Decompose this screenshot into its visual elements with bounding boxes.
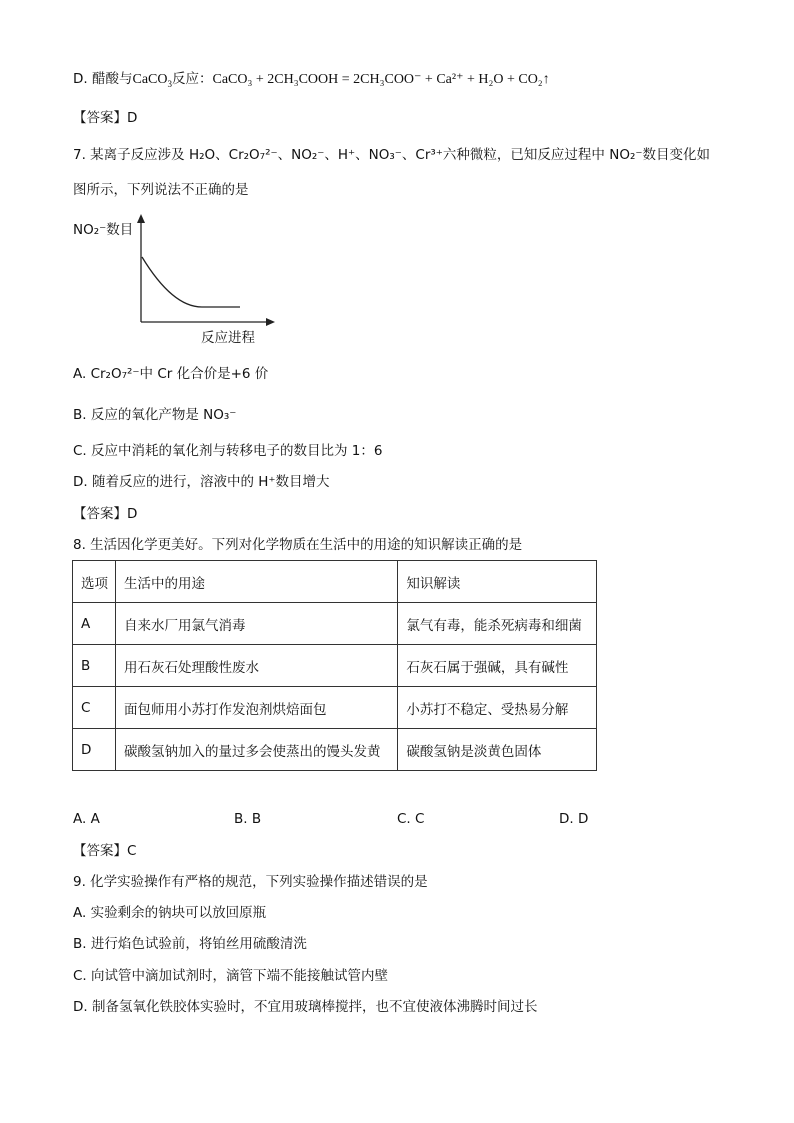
q7-answer: [73, 505, 137, 523]
answer-label: 【答案】: [73, 843, 127, 859]
q9-option-b: B. 进行焰色试验前，将铂丝用硫酸清洗: [73, 936, 307, 952]
table-row: [73, 603, 597, 645]
answer-label: 【答案】: [73, 506, 127, 522]
q7-graph-ylabel: NO₂⁻数目: [73, 222, 134, 238]
table-cell: 碳酸氢钠加入的量过多会使蒸出的馒头发黄: [115, 729, 397, 771]
q9-option-d: D. 制备氢氧化铁胶体实验时，不宜用玻璃棒搅拌，也不宜使液体沸腾时间过长: [73, 999, 538, 1015]
q9-stem: 9. 化学实验操作有严格的规范，下列实验操作描述错误的是: [73, 874, 428, 890]
table-cell: 碳酸氢钠是淡黄色固体: [398, 729, 597, 771]
q6-option-d-prefix: D. 醋酸与: [73, 71, 133, 87]
y-axis-arrow: [137, 214, 145, 223]
table-cell: 石灰石属于强碱，具有碱性: [398, 645, 597, 687]
q7-stem-line2: 图所示，下列说法不正确的是: [73, 182, 249, 198]
table-header-cell: 选项: [73, 561, 116, 603]
table-cell: 自来水厂用氯气消毒: [115, 603, 397, 645]
x-axis-arrow: [266, 318, 275, 326]
table-header-cell: 知识解读: [398, 561, 597, 603]
answer-label: 【答案】: [73, 110, 127, 126]
q6-option-d-caco3: CaCO$_3$: [132, 72, 172, 89]
q8-stem: 8. 生活因化学更美好。下列对化学物质在生活中的用途的知识解读正确的是: [73, 537, 523, 553]
curve: [142, 257, 240, 307]
q7-stem-line1: 7. 某离子反应涉及 H₂O、Cr₂O₇²⁻、NO₂⁻、H⁺、NO₃⁻、Cr³⁺六种微粒，已知反应过程中 NO₂⁻数目变化如: [73, 147, 710, 163]
q7-option-c: C. 反应中消耗的氧化剂与转移电子的数目比为 1：6: [73, 443, 383, 459]
q8-choice-a: A. A: [73, 811, 100, 827]
table-cell: D: [73, 729, 116, 771]
answer-value: D: [127, 110, 138, 126]
q7-graph-xlabel: 反应进程: [201, 330, 255, 346]
answer-value: D: [127, 506, 138, 522]
q7-graph-plot: [73, 212, 293, 347]
table-row: [73, 729, 597, 771]
table-cell: 氯气有毒，能杀死病毒和细菌: [398, 603, 597, 645]
q8-choice-b: B. B: [234, 811, 262, 827]
answer-value: C: [127, 843, 137, 859]
q6-option-d-mid: 反应：: [171, 71, 213, 87]
q7-option-a: A. Cr₂O₇²⁻中 Cr 化合价是+6 价: [73, 366, 269, 382]
table-cell: C: [73, 687, 116, 729]
q6-answer: [73, 109, 137, 127]
q7-option-b: B. 反应的氧化产物是 NO₃⁻: [73, 407, 237, 423]
q8-choice-c: C. C: [397, 811, 425, 827]
table-header-cell: 生活中的用途: [115, 561, 397, 603]
q8-answer: [73, 842, 136, 860]
q8-choice-d: D. D: [559, 811, 589, 827]
q9-option-a: A. 实验剩余的钠块可以放回原瓶: [73, 905, 267, 921]
table-cell: B: [73, 645, 116, 687]
table-cell: 小苏打不稳定、受热易分解: [398, 687, 597, 729]
table-row: [73, 687, 597, 729]
table-cell: 用石灰石处理酸性废水: [115, 645, 397, 687]
q6-option-d: [73, 70, 550, 89]
q6-option-d-equation: CaCO₃ + 2CH₃COOH = 2CH₃COO⁻ + Ca²⁺ + H₂O + CO₂↑: [212, 72, 550, 87]
table-header-row: [73, 561, 597, 603]
q7-option-d: D. 随着反应的进行，溶液中的 H⁺数目增大: [73, 474, 330, 490]
table-row: [73, 645, 597, 687]
table-cell: A: [73, 603, 116, 645]
q8-table: [72, 560, 597, 771]
q9-option-c: C. 向试管中滴加试剂时，滴管下端不能接触试管内壁: [73, 968, 389, 984]
table-cell: 面包师用小苏打作发泡剂烘焙面包: [115, 687, 397, 729]
q7-graph: [73, 212, 293, 347]
